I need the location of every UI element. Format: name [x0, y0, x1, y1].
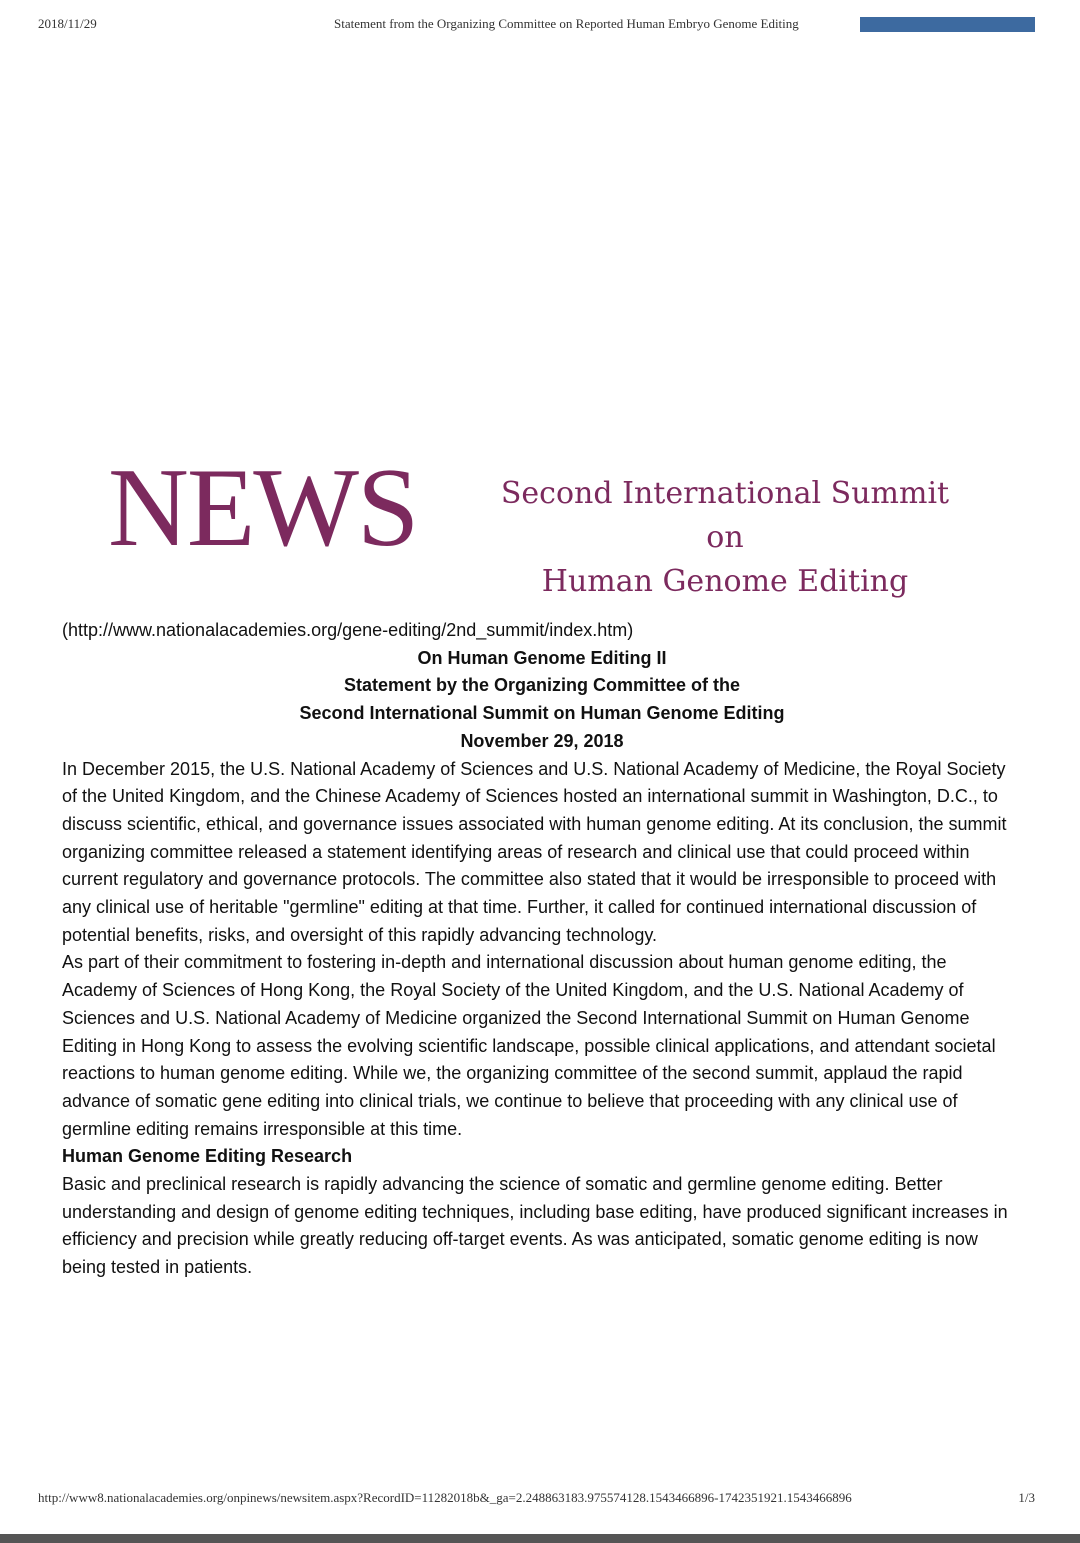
- summit-title-line2: Human Genome Editing: [541, 564, 909, 599]
- paragraph-1: In December 2015, the U.S. National Academy of Sciences and U.S. National Academy of Medicine, the Royal Society of the United Kingdom, and the Chinese Academy of Sciences hosted an international summit in Washington, D.C., to discuss scientific, ethical, and governance issues associated with human genome editing. At its conclusion, the summit organizing committee released a statement identifying areas of research and clinical use that could proceed within current regulatory and governance protocols. The committee also stated that it would be irresponsible to proceed with any clinical use of heritable "germline" editing at that time. Further, it called for continued international discussion of potential benefits, risks, and oversight of this rapidly advancing technology.: [62, 758, 1007, 945]
- article-heading: On Human Genome Editing II: [417, 647, 667, 668]
- statement-date: November 29, 2018: [460, 730, 624, 751]
- article-body: [62, 617, 1022, 1282]
- print-date: 2018/11/29: [38, 16, 97, 31]
- document-title: Statement from the Organizing Committee on Reported Human Embryo Genome Editing: [334, 16, 799, 31]
- paragraph-3: Basic and preclinical research is rapidly advancing the science of somatic and germline genome editing. Better understanding and design of genome editing techniques, including base editing, have produced significant increases in efficiency and precision while greatly reducing off-target events. As was anticipated, somatic genome editing is now being tested in patients.: [62, 1174, 1008, 1278]
- news-logo: NEWS: [108, 446, 418, 570]
- page-number: 1/3: [1018, 1490, 1035, 1505]
- source-url[interactable]: (http://www.nationalacademies.org/gene-editing/2nd_summit/index.htm): [62, 620, 634, 640]
- paragraph-2: As part of their commitment to fostering in-depth and international discussion about human genome editing, the Academy of Sciences of Hong Kong, the Royal Society of the United Kingdom, and the U.S. National Academy of Sciences and U.S. National Academy of Medicine organized the Second International Summit on Human Genome Editing in Hong Kong to assess the evolving scientific landscape, possible clinical applications, and attendant societal reactions to human genome editing. While we, the organizing committee of the second summit, applaud the rapid advance of somatic gene editing into clinical trials, we continue to believe that proceeding with any clinical use of germline editing remains irresponsible at this time.: [62, 952, 996, 1139]
- summit-title-line1: Second International Summit on: [500, 476, 950, 555]
- news-banner: [0, 446, 1080, 599]
- print-header: [38, 14, 1035, 34]
- bottom-scroll-strip: [0, 1534, 1080, 1543]
- footer-url: http://www8.nationalacademies.org/onpinews/newsitem.aspx?RecordID=11282018b&_ga=2.248863183.975574128.1543466896-1742351921.1543466896: [38, 1490, 852, 1505]
- section-heading: Human Genome Editing Research: [62, 1146, 353, 1167]
- header-highlight-bar: [860, 17, 1035, 32]
- statement-line-2: Second International Summit on Human Genome Editing: [299, 703, 785, 724]
- statement-line-1: Statement by the Organizing Committee of the: [343, 675, 741, 696]
- summit-title: [480, 472, 970, 604]
- print-footer: [38, 1490, 1035, 1508]
